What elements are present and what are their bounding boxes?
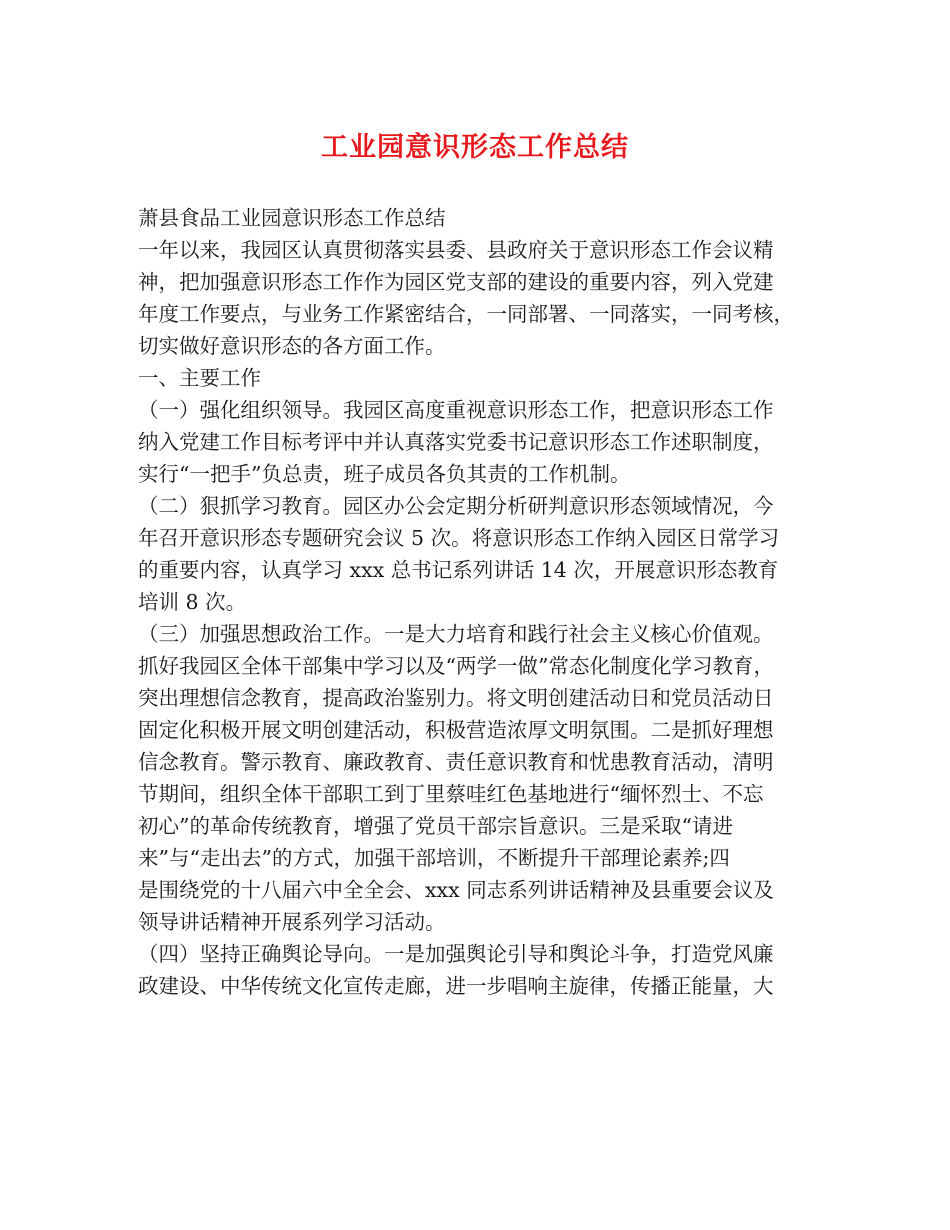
body-line: （二）狠抓学习教育。园区办公会定期分析研判意识形态领域情况，今 — [138, 494, 774, 518]
body-line: 年度工作要点，与业务工作紧密结合，一同部署、一同落实，一同考核， — [138, 302, 794, 326]
body-line: （三）加强思想政治工作。一是大力培育和践行社会主义核心价值观。 — [138, 622, 774, 646]
body-line: 一年以来，我园区认真贯彻落实县委、县政府关于意识形态工作会议精 — [138, 238, 774, 262]
document-body — [138, 202, 828, 1002]
body-line: （一）强化组织领导。我园区高度重视意识形态工作，把意识形态工作 — [138, 398, 774, 422]
body-line: 政建设、中华传统文化宣传走廊，进一步唱响主旋律，传播正能量，大 — [138, 974, 774, 998]
body-line: （四）坚持正确舆论导向。一是加强舆论引导和舆论斗争，打造党风廉 — [138, 942, 774, 966]
body-line: 突出理想信念教育，提高政治鉴别力。将文明创建活动日和党员活动日 — [138, 686, 774, 710]
body-line: 年召开意识形态专题研究会议 5 次。将意识形态工作纳入园区日常学习 — [138, 526, 780, 550]
body-line: 领导讲话精神开展系列学习活动。 — [138, 910, 446, 934]
body-line: 萧县食品工业园意识形态工作总结 — [138, 206, 446, 230]
body-line: 来”与“走出去”的方式，加强干部培训，不断提升干部理论素养;四 — [138, 846, 730, 870]
body-line: 信念教育。警示教育、廉政教育、责任意识教育和忧患教育活动，清明 — [138, 750, 774, 774]
body-line: 节期间，组织全体干部职工到丁里蔡哇红色基地进行“缅怀烈士、不忘 — [138, 782, 764, 806]
document-title: 工业园意识形态工作总结 — [321, 132, 629, 163]
body-line: 神，把加强意识形态工作作为园区党支部的建设的重要内容，列入党建 — [138, 270, 774, 294]
body-line: 初心”的革命传统教育，增强了党员干部宗旨意识。三是采取“请进 — [138, 814, 733, 838]
body-line: 的重要内容，认真学习 xxx 总书记系列讲话 14 次，开展意识形态教育 — [138, 558, 779, 582]
body-line: 是围绕党的十八届六中全全会、xxx 同志系列讲话精神及县重要会议及 — [138, 878, 774, 902]
body-line: 固定化积极开展文明创建活动，积极营造浓厚文明氛围。二是抓好理想 — [138, 718, 774, 742]
body-line: 纳入党建工作目标考评中并认真落实党委书记意识形态工作述职制度， — [138, 430, 774, 454]
body-line: 实行“一把手”负总责，班子成员各负其责的工作机制。 — [138, 462, 631, 486]
body-line: 培训 8 次。 — [138, 590, 247, 614]
body-line: 切实做好意识形态的各方面工作。 — [138, 334, 446, 358]
body-line: 一、主要工作 — [138, 366, 261, 390]
body-line: 抓好我园区全体干部集中学习以及“两学一做”常态化制度化学习教育， — [138, 654, 774, 678]
